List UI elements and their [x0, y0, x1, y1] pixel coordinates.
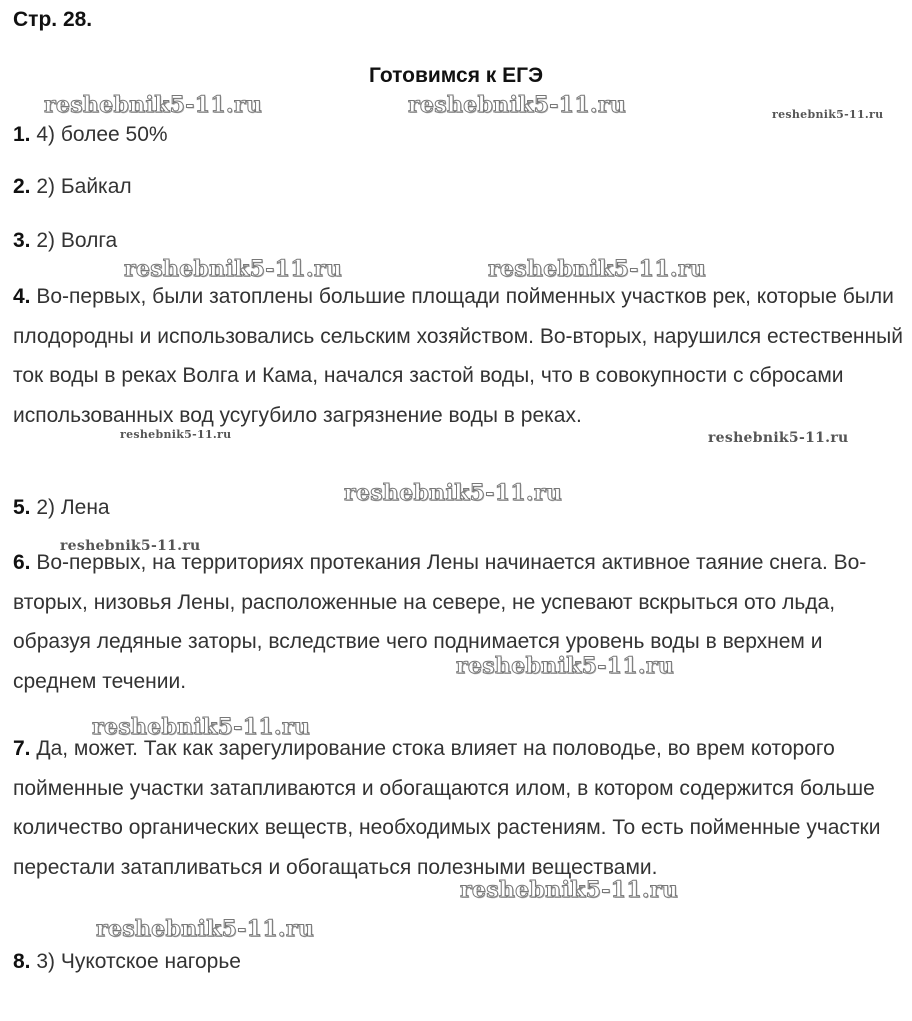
- watermark: reshebnik5-11.ru: [44, 92, 263, 118]
- answer-3: [13, 221, 903, 261]
- answer-text: Да, может. Так как зарегулирование стока влияет на половодье, во врем которого пойменные участки затапливаются и обогащаются илом, в котором содержится больше количество органических веществ, необходимых растениям. То есть пойменные участки перестали затапливаться и обогащаться полезными веществами.: [13, 737, 881, 879]
- watermark: reshebnik5-11.ru: [96, 916, 315, 942]
- watermark: reshebnik5-11.ru: [124, 256, 343, 282]
- answer-number: 6.: [13, 551, 31, 574]
- answer-text: 4) более 50%: [30, 123, 168, 146]
- answer-number: 2.: [13, 175, 31, 198]
- page-header: Стр. 28.: [13, 8, 93, 31]
- watermark: reshebnik5-11.ru: [772, 108, 884, 121]
- watermark: reshebnik5-11.ru: [488, 256, 707, 282]
- watermark: reshebnik5-11.ru: [456, 653, 675, 679]
- answer-number: 8.: [13, 950, 31, 973]
- answer-5: [13, 488, 903, 528]
- answer-6: [13, 543, 903, 701]
- answer-text: 3) Чукотское нагорье: [30, 950, 241, 973]
- answer-text: 2) Волга: [30, 229, 118, 252]
- watermark: reshebnik5-11.ru: [60, 538, 201, 554]
- answer-text: Во-первых, на территориях протекания Лены начинается активное таяние снега. Во-вторых, низовья Лены, расположенные на севере, не успевают вскрыться ото льда, образуя ледяные заторы, вследствие чего поднимается уровень воды в верхнем и среднем течении.: [13, 551, 867, 693]
- watermark: reshebnik5-11.ru: [344, 480, 563, 506]
- section-title: Готовимся к ЕГЭ: [368, 64, 544, 87]
- watermark: reshebnik5-11.ru: [460, 877, 679, 903]
- watermark: reshebnik5-11.ru: [120, 428, 232, 441]
- watermark: reshebnik5-11.ru: [92, 714, 311, 740]
- answer-number: 4.: [13, 285, 31, 308]
- answer-number: 7.: [13, 737, 31, 760]
- answer-number: 5.: [13, 496, 31, 519]
- watermark: reshebnik5-11.ru: [408, 92, 627, 118]
- answer-8: [13, 942, 903, 982]
- answer-number: 1.: [13, 123, 31, 146]
- watermark: reshebnik5-11.ru: [708, 430, 849, 446]
- answer-4: [13, 277, 903, 435]
- answer-text: Во-первых, были затоплены большие площади пойменных участков рек, которые были плодородны и использовались сельским хозяйством. Во-вторых, нарушился естественный ток воды в реках Волга и Кама, начался застой воды, что в совокупности с сбросами использованных вод усугубило загрязнение воды в реках.: [13, 285, 903, 427]
- answer-number: 3.: [13, 229, 31, 252]
- answer-text: 2) Лена: [30, 496, 110, 519]
- answer-text: 2) Байкал: [30, 175, 132, 198]
- answer-1: [13, 115, 903, 155]
- answer-7: [13, 729, 903, 887]
- answer-2: [13, 167, 903, 207]
